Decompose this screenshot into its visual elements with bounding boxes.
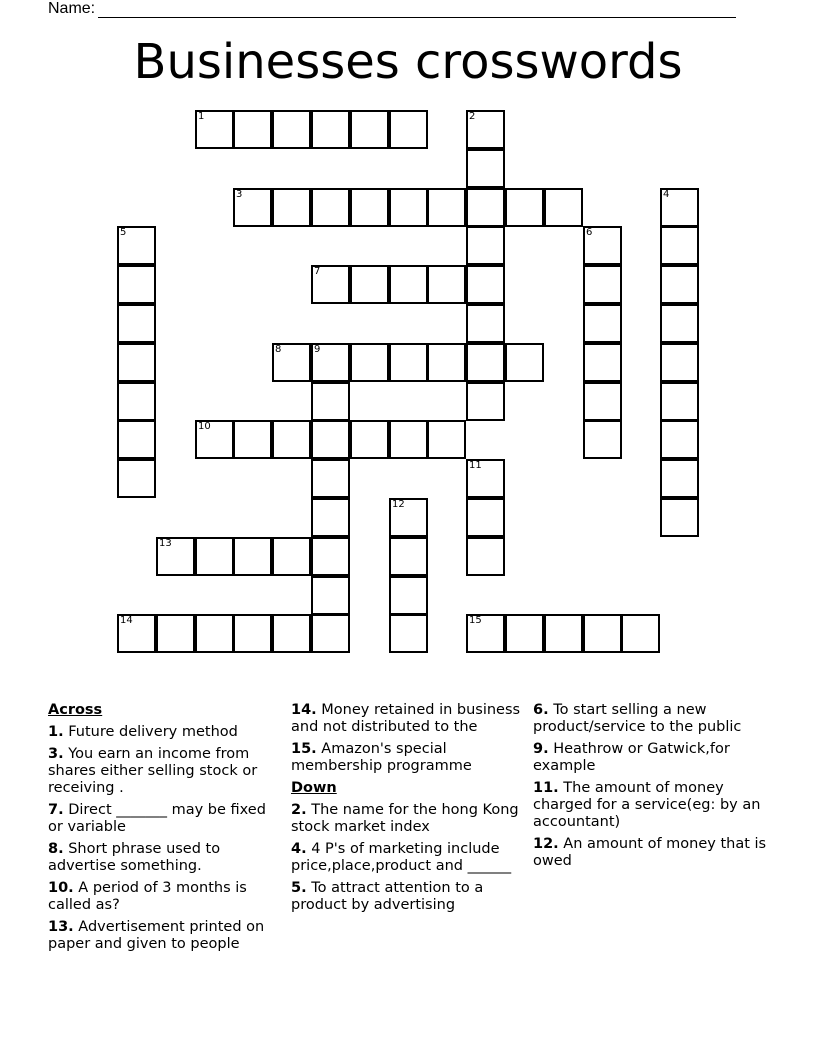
cell-number: 3 [236, 189, 243, 200]
grid-cell[interactable] [117, 304, 156, 343]
grid-cell[interactable] [195, 614, 234, 653]
cell-number: 7 [314, 266, 321, 277]
grid-cell[interactable] [389, 537, 428, 576]
grid-cell[interactable] [156, 614, 195, 653]
grid-cell[interactable] [272, 110, 311, 149]
clue-text: An amount of money that is owed [533, 836, 767, 869]
grid-cell[interactable] [660, 459, 699, 498]
grid-cell[interactable] [466, 537, 505, 576]
cell-number: 10 [198, 421, 211, 432]
cell-number: 6 [586, 227, 593, 238]
grid-cell[interactable] [583, 382, 622, 421]
grid-cell[interactable] [233, 420, 272, 459]
clue-column-2 [291, 702, 527, 919]
grid-cell[interactable] [117, 265, 156, 304]
clue-item [48, 746, 284, 797]
grid-cell[interactable] [389, 265, 428, 304]
clue-heading: Across [48, 702, 103, 718]
grid-cell[interactable] [660, 382, 699, 421]
grid-cell[interactable] [311, 265, 350, 304]
cell-number: 12 [392, 499, 405, 510]
clue-text: Short phrase used to advertise something. [48, 841, 221, 874]
grid-cell[interactable] [505, 614, 544, 653]
clue-text: To attract attention to a product by advertising [291, 880, 484, 913]
grid-cell[interactable] [660, 188, 699, 227]
grid-cell[interactable] [117, 226, 156, 265]
clue-item [291, 702, 527, 736]
grid-cell[interactable] [272, 343, 311, 382]
grid-cell[interactable] [660, 420, 699, 459]
grid-cell[interactable] [427, 343, 466, 382]
clue-column-3 [533, 702, 769, 875]
grid-cell[interactable] [272, 420, 311, 459]
grid-cell[interactable] [311, 537, 350, 576]
clue-number: 9. [533, 741, 549, 757]
grid-cell[interactable] [389, 420, 428, 459]
grid-cell[interactable] [660, 265, 699, 304]
clue-text: Direct _______ may be fixed or variable [48, 802, 266, 835]
grid-cell[interactable] [117, 382, 156, 421]
grid-cell[interactable] [272, 188, 311, 227]
grid-cell[interactable] [466, 188, 505, 227]
grid-cell[interactable] [583, 265, 622, 304]
clue-text: A period of 3 months is called as? [48, 880, 247, 913]
grid-cell[interactable] [427, 188, 466, 227]
grid-cell[interactable] [117, 614, 156, 653]
clue-item [533, 780, 769, 831]
grid-cell[interactable] [660, 498, 699, 537]
clue-number: 15. [291, 741, 317, 757]
clue-item [291, 741, 527, 775]
grid-cell[interactable] [350, 265, 389, 304]
grid-cell[interactable] [272, 614, 311, 653]
clue-text: You earn an income from shares either selling stock or receiving . [48, 746, 258, 796]
name-label: Name: [48, 0, 96, 17]
clue-text: Future delivery method [63, 724, 238, 740]
grid-cell[interactable] [311, 459, 350, 498]
grid-cell[interactable] [117, 459, 156, 498]
clue-number: 8. [48, 841, 64, 857]
grid-cell[interactable] [117, 420, 156, 459]
grid-cell[interactable] [505, 343, 544, 382]
cell-number: 2 [469, 111, 476, 122]
grid-cell[interactable] [311, 382, 350, 421]
grid-cell[interactable] [350, 188, 389, 227]
clue-number: 1. [48, 724, 64, 740]
clue-number: 13. [48, 919, 74, 935]
grid-cell[interactable] [466, 265, 505, 304]
name-field[interactable] [48, 0, 736, 18]
grid-cell[interactable] [195, 110, 234, 149]
clue-item [291, 802, 527, 836]
clue-item [48, 841, 284, 875]
clue-number: 14. [291, 702, 317, 718]
clue-item [533, 741, 769, 775]
grid-cell[interactable] [272, 537, 311, 576]
clue-item [48, 802, 284, 836]
grid-cell[interactable] [621, 614, 660, 653]
grid-cell[interactable] [389, 614, 428, 653]
cell-number: 8 [275, 344, 282, 355]
grid-cell[interactable] [583, 343, 622, 382]
grid-cell[interactable] [389, 343, 428, 382]
cell-number: 5 [120, 227, 127, 238]
grid-cell[interactable] [544, 614, 583, 653]
grid-cell[interactable] [583, 614, 622, 653]
clue-item [48, 724, 284, 741]
clue-heading: Down [291, 780, 337, 796]
clue-number: 11. [533, 780, 559, 796]
grid-cell[interactable] [466, 498, 505, 537]
grid-cell[interactable] [466, 110, 505, 149]
grid-cell[interactable] [117, 343, 156, 382]
grid-cell[interactable] [233, 188, 272, 227]
cell-number: 9 [314, 344, 321, 355]
grid-cell[interactable] [583, 304, 622, 343]
clue-number: 4. [291, 841, 307, 857]
cell-number: 11 [469, 460, 482, 471]
grid-cell[interactable] [466, 459, 505, 498]
clue-number: 6. [533, 702, 549, 718]
clue-number: 3. [48, 746, 64, 762]
clue-item [48, 919, 284, 953]
grid-cell[interactable] [505, 188, 544, 227]
grid-cell[interactable] [466, 304, 505, 343]
clue-number: 12. [533, 836, 559, 852]
clue-item [48, 880, 284, 914]
clue-text: The name for the hong Kong stock market index [291, 802, 519, 835]
name-underline[interactable] [98, 3, 736, 18]
grid-cell[interactable] [195, 420, 234, 459]
grid-cell[interactable] [466, 226, 505, 265]
clue-item [291, 841, 527, 875]
grid-cell[interactable] [350, 420, 389, 459]
clue-number: 7. [48, 802, 64, 818]
cell-number: 4 [663, 189, 670, 200]
clue-item [533, 702, 769, 736]
clue-text: Amazon's special membership programme [291, 741, 472, 774]
clue-number: 10. [48, 880, 74, 896]
clue-text: Heathrow or Gatwick,for example [533, 741, 730, 774]
grid-cell[interactable] [389, 110, 428, 149]
clue-column-1 [48, 702, 284, 958]
grid-cell[interactable] [427, 265, 466, 304]
grid-cell[interactable] [544, 188, 583, 227]
grid-cell[interactable] [466, 382, 505, 421]
grid-cell[interactable] [350, 110, 389, 149]
grid-cell[interactable] [466, 343, 505, 382]
grid-cell[interactable] [233, 537, 272, 576]
grid-cell[interactable] [660, 343, 699, 382]
grid-cell[interactable] [350, 343, 389, 382]
grid-cell[interactable] [311, 614, 350, 653]
cell-number: 13 [159, 538, 172, 549]
clue-text: To start selling a new product/service to the public [533, 702, 742, 735]
grid-cell[interactable] [195, 537, 234, 576]
clue-item [291, 880, 527, 914]
grid-cell[interactable] [233, 110, 272, 149]
clue-item [533, 836, 769, 870]
grid-cell[interactable] [311, 576, 350, 615]
cell-number: 15 [469, 615, 482, 626]
grid-cell[interactable] [466, 614, 505, 653]
grid-cell[interactable] [389, 498, 428, 537]
grid-cell[interactable] [311, 498, 350, 537]
grid-cell[interactable] [389, 576, 428, 615]
grid-cell[interactable] [311, 420, 350, 459]
cell-number: 14 [120, 615, 133, 626]
clue-text: Advertisement printed on paper and given to people [48, 919, 265, 952]
cell-number: 1 [198, 111, 205, 122]
grid-cell[interactable] [389, 188, 428, 227]
clue-text: The amount of money charged for a service(eg: by an accountant) [533, 780, 761, 830]
clue-text: 4 P's of marketing include price,place,product and ______ [291, 841, 512, 874]
grid-cell[interactable] [311, 188, 350, 227]
grid-cell[interactable] [427, 420, 466, 459]
page-title: Businesses crosswords [133, 34, 683, 90]
grid-cell[interactable] [583, 226, 622, 265]
grid-cell[interactable] [466, 149, 505, 188]
clue-number: 5. [291, 880, 307, 896]
grid-cell[interactable] [156, 537, 195, 576]
grid-cell[interactable] [233, 614, 272, 653]
grid-cell[interactable] [660, 304, 699, 343]
clue-number: 2. [291, 802, 307, 818]
clue-text: Money retained in business and not distributed to the [291, 702, 521, 735]
grid-cell[interactable] [311, 110, 350, 149]
grid-cell[interactable] [660, 226, 699, 265]
grid-cell[interactable] [583, 420, 622, 459]
grid-cell[interactable] [311, 343, 350, 382]
